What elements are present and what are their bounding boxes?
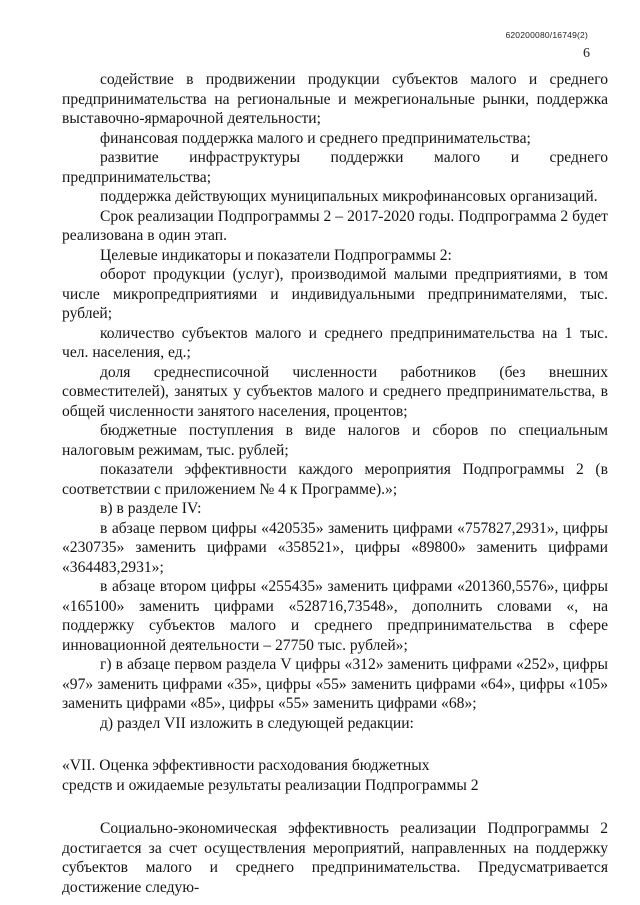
paragraph: Целевые индикаторы и показатели Подпрограммы 2:	[100, 246, 452, 264]
document-id: 620200080/16749(2)	[505, 30, 588, 40]
section-title-line: средств и ожидаемые результаты реализации Подпрограммы 2	[62, 776, 479, 794]
page-number: 6	[583, 46, 590, 61]
paragraph: доля среднесписочной численности работников (без внешних совместителей), занятых у субъектов малого и среднего предпринимательства, в общей численности занятого населения, процентов;	[62, 363, 608, 420]
paragraph: оборот продукции (услуг), производимой малыми предприятиями, в том числе микропредприятиями и индивидуальными предпринимателями, тыс. рублей;	[62, 266, 608, 322]
paragraph: количество субъектов малого и среднего предпринимательства на 1 тыс. чел. населения, ед.;	[62, 324, 608, 361]
paragraph: в) в разделе IV:	[100, 500, 202, 517]
section-title	[62, 756, 608, 795]
paragraph: Срок реализации Подпрограммы 2 – 2017-2020 годы. Подпрограмма 2 будет реализована в один этап.	[62, 207, 608, 244]
paragraph: д) раздел VII изложить в следующей редакции:	[100, 714, 414, 732]
paragraph: в абзаце втором цифры «255435» заменить цифрами «201360,5576», цифры «165100» заменить цифрами «528716,73548», дополнить словами «, на поддержку субъектов малого и среднего предпринимательства в сфере инновационной деятельности – 27750 тыс. рублей»;	[62, 578, 608, 654]
paragraph: в абзаце первом цифры «420535» заменить цифрами «757827,2931», цифры «230735» заменить цифрами «358521», цифры «89800» заменить цифрами «364483,2931»;	[62, 519, 608, 576]
paragraph: г) в абзаце первом раздела V цифры «312» заменить цифрами «252», цифры «97» заменить цифрами «35», цифры «55» заменить цифрами «64», цифры «105» заменить цифрами «85», цифры «55» заменить цифрами «68»;	[62, 656, 608, 712]
paragraph: содействие в продвижении продукции субъектов малого и среднего предпринимательства на региональные и межрегиональные рынки, поддержка выставочно-ярмарочной деятельности;	[62, 71, 608, 127]
paragraph: показатели эффективности каждого мероприятия Подпрограммы 2 (в соответствии с приложением № 4 к Программе).»;	[62, 461, 608, 498]
body-text	[62, 70, 608, 897]
closing-paragraph: Социально-экономическая эффективность реализации Подпрограммы 2 достигается за счет осуществления мероприятий, направленных на поддержку субъектов малого и среднего предпринимательства. Предусматривается достижение следую-	[62, 820, 608, 896]
paragraph: бюджетные поступления в виде налогов и сборов по специальным налоговым режимам, тыс. рублей;	[62, 422, 608, 459]
paragraph: поддержка действующих муниципальных микрофинансовых организаций.	[100, 188, 598, 205]
paragraph: развитие инфраструктуры поддержки малого и среднего предпринимательства;	[62, 149, 608, 186]
section-title-line: «VII. Оценка эффективности расходования бюджетных	[62, 757, 430, 774]
paragraph: финансовая поддержка малого и среднего предпринимательства;	[100, 129, 531, 147]
